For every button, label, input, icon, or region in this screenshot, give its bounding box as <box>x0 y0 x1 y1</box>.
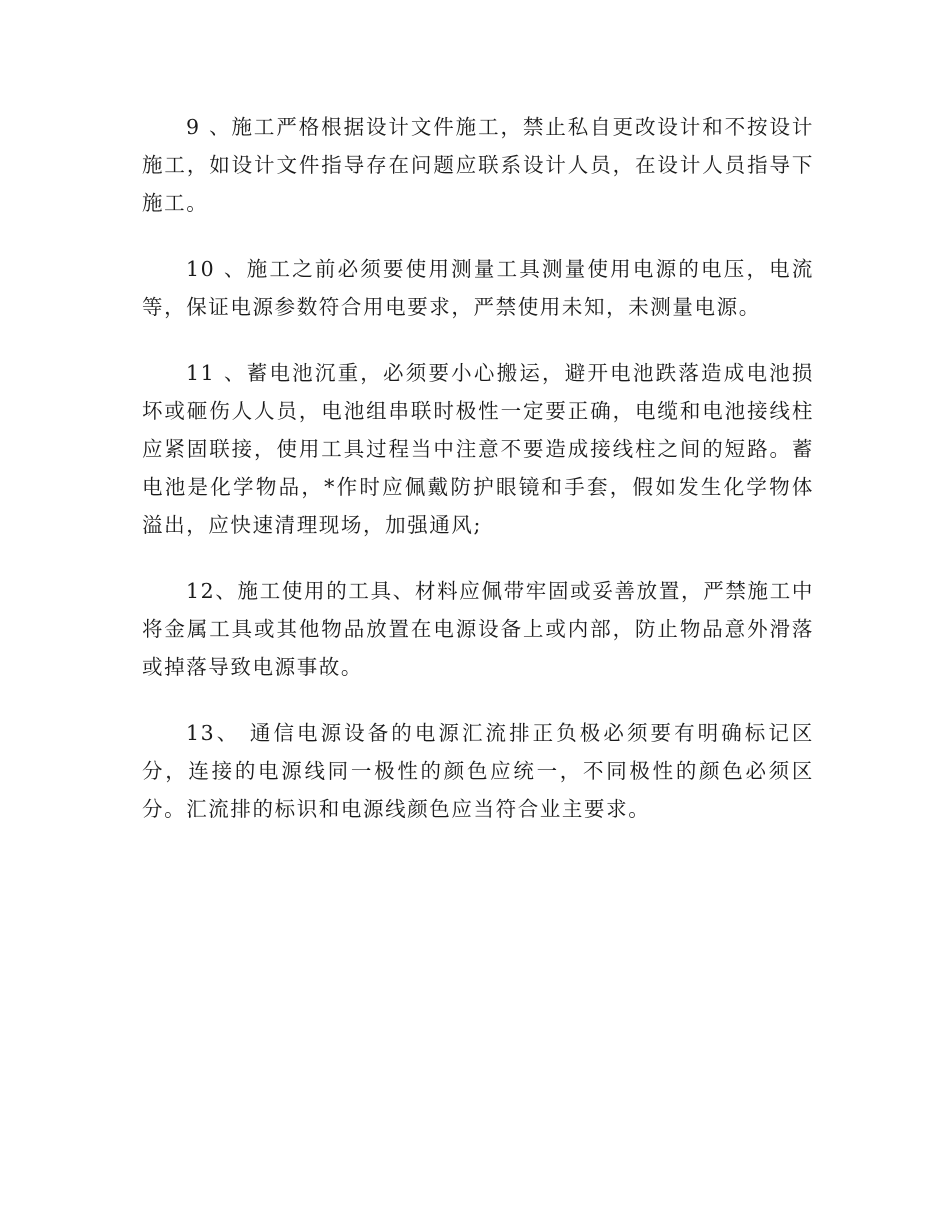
paragraph-item-9: 9 、施工严格根据设计文件施工，禁止私自更改设计和不按设计施工，如设计文件指导存在问题应联系设计人员，在设计人员指导下施工。 <box>142 115 814 215</box>
paragraph-item-11: 11 、蓄电池沉重，必须要小心搬运，避开电池跌落造成电池损坏或砸伤人人员，电池组串联时极性一定要正确，电缆和电池接线柱应紧固联接，使用工具过程当中注意不要造成接线柱之间的短路。蓄电池是化学物品，*作时应佩戴防护眼镜和手套，假如发生化学物体溢出，应快速清理现场，加强通风; <box>142 361 814 537</box>
document-body <box>142 108 814 856</box>
paragraph-item-10: 10 、施工之前必须要使用测量工具测量使用电源的电压，电流等，保证电源参数符合用电要求，严禁使用未知，未测量电源。 <box>142 257 814 319</box>
paragraph-item-13: 13、 通信电源设备的电源汇流排正负极必须要有明确标记区分，连接的电源线同一极性的颜色应统一，不同极性的颜色必须区分。汇流排的标识和电源线颜色应当符合业主要求。 <box>142 721 814 821</box>
paragraph-item-12: 12、施工使用的工具、材料应佩带牢固或妥善放置，严禁施工中将金属工具或其他物品放置在电源设备上或内部，防止物品意外滑落或掉落导致电源事故。 <box>142 579 814 679</box>
